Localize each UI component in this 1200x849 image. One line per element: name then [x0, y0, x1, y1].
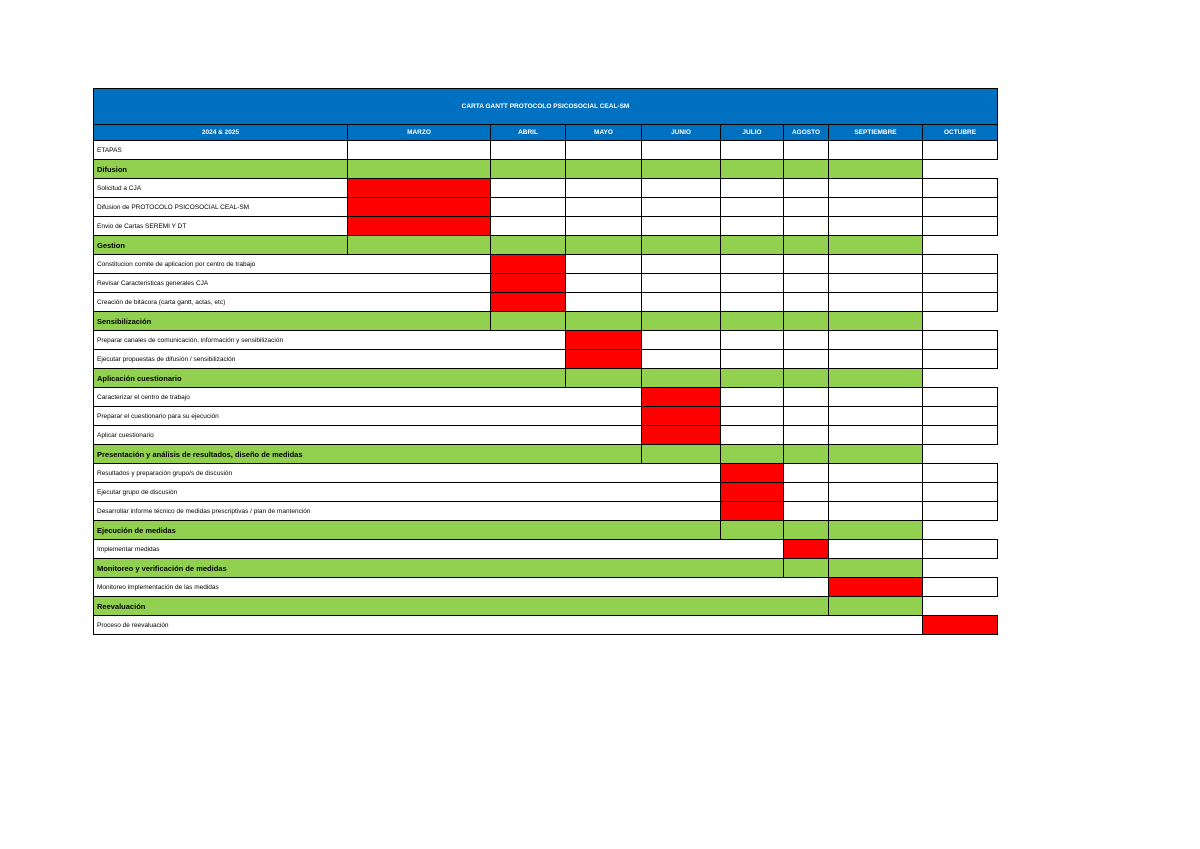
stage-month-cell	[829, 369, 923, 388]
task-month-cell	[566, 255, 642, 274]
task-month-cell	[721, 388, 784, 407]
stage-label: Ejecución de medidas	[94, 521, 721, 540]
stage-label: Difusion	[94, 160, 348, 179]
stage-month-cell	[829, 559, 923, 578]
month-header: AGOSTO	[784, 125, 829, 141]
task-row	[94, 616, 998, 635]
task-row	[94, 274, 998, 293]
task-month-cell	[721, 407, 784, 426]
stage-month-cell	[721, 521, 784, 540]
task-active-cell	[642, 388, 721, 407]
task-month-cell	[829, 502, 923, 521]
task-month-cell	[721, 331, 784, 350]
task-row	[94, 198, 998, 217]
stage-row	[94, 597, 998, 616]
task-month-cell	[923, 350, 998, 369]
task-month-cell	[784, 350, 829, 369]
task-row	[94, 179, 998, 198]
task-month-cell	[829, 350, 923, 369]
stage-row	[94, 312, 998, 331]
task-month-cell	[784, 483, 829, 502]
task-month-cell	[923, 331, 998, 350]
task-month-cell	[721, 217, 784, 236]
task-month-cell	[829, 540, 923, 559]
etapas-row	[94, 141, 998, 160]
empty-cell	[923, 141, 998, 160]
task-month-cell	[829, 388, 923, 407]
task-label: Caracterizar el centro de trabajo	[94, 388, 642, 407]
task-month-cell	[784, 198, 829, 217]
empty-cell	[784, 141, 829, 160]
stage-month-cell	[642, 160, 721, 179]
task-active-cell	[923, 616, 998, 635]
task-month-cell	[923, 217, 998, 236]
task-row	[94, 217, 998, 236]
task-month-cell	[642, 293, 721, 312]
stage-month-cell	[566, 369, 642, 388]
stage-label: Aplicación cuestionario	[94, 369, 566, 388]
stage-row	[94, 236, 998, 255]
gantt-chart-table	[93, 88, 998, 635]
task-month-cell	[721, 179, 784, 198]
stage-label: Monitoreo y verificación de medidas	[94, 559, 784, 578]
task-row	[94, 578, 998, 597]
stage-month-cell	[348, 160, 491, 179]
empty-cell	[491, 141, 566, 160]
task-month-cell	[829, 293, 923, 312]
task-month-cell	[829, 217, 923, 236]
task-month-cell	[642, 198, 721, 217]
stage-month-cell	[491, 236, 566, 255]
task-row	[94, 540, 998, 559]
empty-cell	[829, 141, 923, 160]
task-active-cell	[642, 407, 721, 426]
task-active-cell	[566, 350, 642, 369]
stage-month-cell	[642, 312, 721, 331]
stage-month-cell	[642, 369, 721, 388]
task-month-cell	[784, 293, 829, 312]
task-month-cell	[829, 274, 923, 293]
month-header: SEPTIEMBRE	[829, 125, 923, 141]
task-label: Envio de Cartas SEREMI Y DT	[94, 217, 348, 236]
stage-month-cell	[721, 312, 784, 331]
chart-title: CARTA GANTT PROTOCOLO PSICOSOCIAL CEAL-SM	[94, 89, 998, 125]
stage-month-cell	[348, 236, 491, 255]
task-month-cell	[829, 464, 923, 483]
task-month-cell	[784, 179, 829, 198]
task-active-cell	[721, 464, 784, 483]
task-month-cell	[784, 388, 829, 407]
task-month-cell	[642, 179, 721, 198]
month-header: ABRIL	[491, 125, 566, 141]
task-label: Desarrollar informe técnico de medidas prescriptivas / plan de mantención	[94, 502, 721, 521]
task-month-cell	[721, 255, 784, 274]
task-active-cell	[784, 540, 829, 559]
task-month-cell	[829, 179, 923, 198]
task-row	[94, 483, 998, 502]
task-label: Resultados y preparación grupo/s de discusión	[94, 464, 721, 483]
task-active-cell	[829, 578, 923, 597]
task-row	[94, 426, 998, 445]
stage-month-cell	[491, 312, 566, 331]
task-month-cell	[829, 198, 923, 217]
stage-label: Reevaluación	[94, 597, 829, 616]
task-label: Implementar medidas	[94, 540, 784, 559]
task-month-cell	[491, 217, 566, 236]
stage-month-cell	[784, 236, 829, 255]
stage-month-cell	[784, 521, 829, 540]
stage-month-cell	[721, 160, 784, 179]
task-month-cell	[491, 179, 566, 198]
stage-month-cell	[829, 521, 923, 540]
task-label: Ejecutar grupo de discusión	[94, 483, 721, 502]
task-label: Proceso de reevaluación	[94, 616, 923, 635]
task-month-cell	[642, 350, 721, 369]
year-header: 2024 & 2025	[94, 125, 348, 141]
month-header: JULIO	[721, 125, 784, 141]
stage-row	[94, 559, 998, 578]
task-active-cell	[642, 426, 721, 445]
task-label: Aplicar cuestionario	[94, 426, 642, 445]
task-active-cell	[721, 502, 784, 521]
stage-month-cell	[566, 160, 642, 179]
task-month-cell	[829, 426, 923, 445]
month-header: MAYO	[566, 125, 642, 141]
stage-month-cell	[784, 160, 829, 179]
empty-cell	[721, 141, 784, 160]
task-month-cell	[642, 331, 721, 350]
task-active-cell	[348, 179, 491, 198]
task-month-cell	[923, 388, 998, 407]
stage-month-cell	[829, 312, 923, 331]
task-month-cell	[784, 274, 829, 293]
task-month-cell	[923, 179, 998, 198]
task-month-cell	[923, 483, 998, 502]
task-month-cell	[642, 274, 721, 293]
task-month-cell	[829, 331, 923, 350]
month-header: JUNIO	[642, 125, 721, 141]
task-label: Creación de bitácora (carta gantt, actas, etc)	[94, 293, 491, 312]
task-month-cell	[566, 293, 642, 312]
task-row	[94, 407, 998, 426]
stage-row	[94, 160, 998, 179]
stage-month-cell	[642, 236, 721, 255]
task-month-cell	[784, 217, 829, 236]
task-row	[94, 331, 998, 350]
task-label: Ejecutar propuestas de difusión / sensibilización	[94, 350, 566, 369]
task-month-cell	[721, 426, 784, 445]
task-active-cell	[566, 331, 642, 350]
stage-month-cell	[784, 559, 829, 578]
task-month-cell	[642, 255, 721, 274]
task-label: Monitoreo implementación de las medidas	[94, 578, 829, 597]
empty-cell	[566, 141, 642, 160]
task-month-cell	[923, 407, 998, 426]
task-month-cell	[923, 502, 998, 521]
month-header: MARZO	[348, 125, 491, 141]
stage-month-cell	[721, 236, 784, 255]
task-month-cell	[923, 293, 998, 312]
task-row	[94, 502, 998, 521]
task-month-cell	[784, 331, 829, 350]
etapas-label: ETAPAS	[94, 141, 348, 160]
stage-label: Sensibilización	[94, 312, 491, 331]
task-label: Preparar canales de comunicación, información y sensibilización	[94, 331, 566, 350]
task-month-cell	[923, 255, 998, 274]
task-month-cell	[829, 483, 923, 502]
task-month-cell	[784, 255, 829, 274]
stage-month-cell	[829, 160, 923, 179]
stage-label: Gestion	[94, 236, 348, 255]
task-month-cell	[566, 217, 642, 236]
task-label: Constitucion comite de aplicacion por centro de trabajo	[94, 255, 491, 274]
task-row	[94, 293, 998, 312]
task-month-cell	[923, 578, 998, 597]
task-active-cell	[491, 293, 566, 312]
task-month-cell	[784, 464, 829, 483]
stage-month-cell	[566, 312, 642, 331]
stage-month-cell	[829, 597, 923, 616]
task-month-cell	[721, 293, 784, 312]
task-month-cell	[566, 179, 642, 198]
title-row	[94, 89, 998, 125]
stage-label: Presentación y análisis de resultados, diseño de medidas	[94, 445, 642, 464]
task-row	[94, 464, 998, 483]
stage-month-cell	[491, 160, 566, 179]
task-row	[94, 388, 998, 407]
stage-row	[94, 445, 998, 464]
empty-cell	[348, 141, 491, 160]
task-active-cell	[348, 217, 491, 236]
task-active-cell	[491, 255, 566, 274]
task-month-cell	[721, 274, 784, 293]
task-month-cell	[923, 274, 998, 293]
stage-month-cell	[784, 369, 829, 388]
task-active-cell	[348, 198, 491, 217]
task-month-cell	[829, 255, 923, 274]
stage-month-cell	[829, 445, 923, 464]
task-month-cell	[642, 217, 721, 236]
task-label: Solicitud a CJA	[94, 179, 348, 198]
task-month-cell	[566, 274, 642, 293]
task-active-cell	[491, 274, 566, 293]
month-header: OCTUBRE	[923, 125, 998, 141]
task-active-cell	[721, 483, 784, 502]
task-month-cell	[491, 198, 566, 217]
stage-row	[94, 521, 998, 540]
task-label: Difusion de PROTOCOLO PSICOSOCIAL CEAL-SM	[94, 198, 348, 217]
stage-month-cell	[642, 445, 721, 464]
task-label: Preparar el cuestionario para su ejecución	[94, 407, 642, 426]
stage-month-cell	[829, 236, 923, 255]
task-month-cell	[923, 426, 998, 445]
stage-month-cell	[566, 236, 642, 255]
empty-cell	[642, 141, 721, 160]
task-label: Revisar Caracteristicas generales CJA	[94, 274, 491, 293]
stage-month-cell	[721, 445, 784, 464]
task-month-cell	[829, 407, 923, 426]
stage-month-cell	[784, 312, 829, 331]
task-month-cell	[784, 407, 829, 426]
task-month-cell	[784, 502, 829, 521]
task-month-cell	[784, 426, 829, 445]
header-row	[94, 125, 998, 141]
task-month-cell	[923, 540, 998, 559]
stage-row	[94, 369, 998, 388]
stage-month-cell	[721, 369, 784, 388]
task-month-cell	[566, 198, 642, 217]
task-row	[94, 350, 998, 369]
task-month-cell	[721, 350, 784, 369]
stage-month-cell	[784, 445, 829, 464]
task-month-cell	[923, 198, 998, 217]
task-row	[94, 255, 998, 274]
task-month-cell	[721, 198, 784, 217]
task-month-cell	[923, 464, 998, 483]
